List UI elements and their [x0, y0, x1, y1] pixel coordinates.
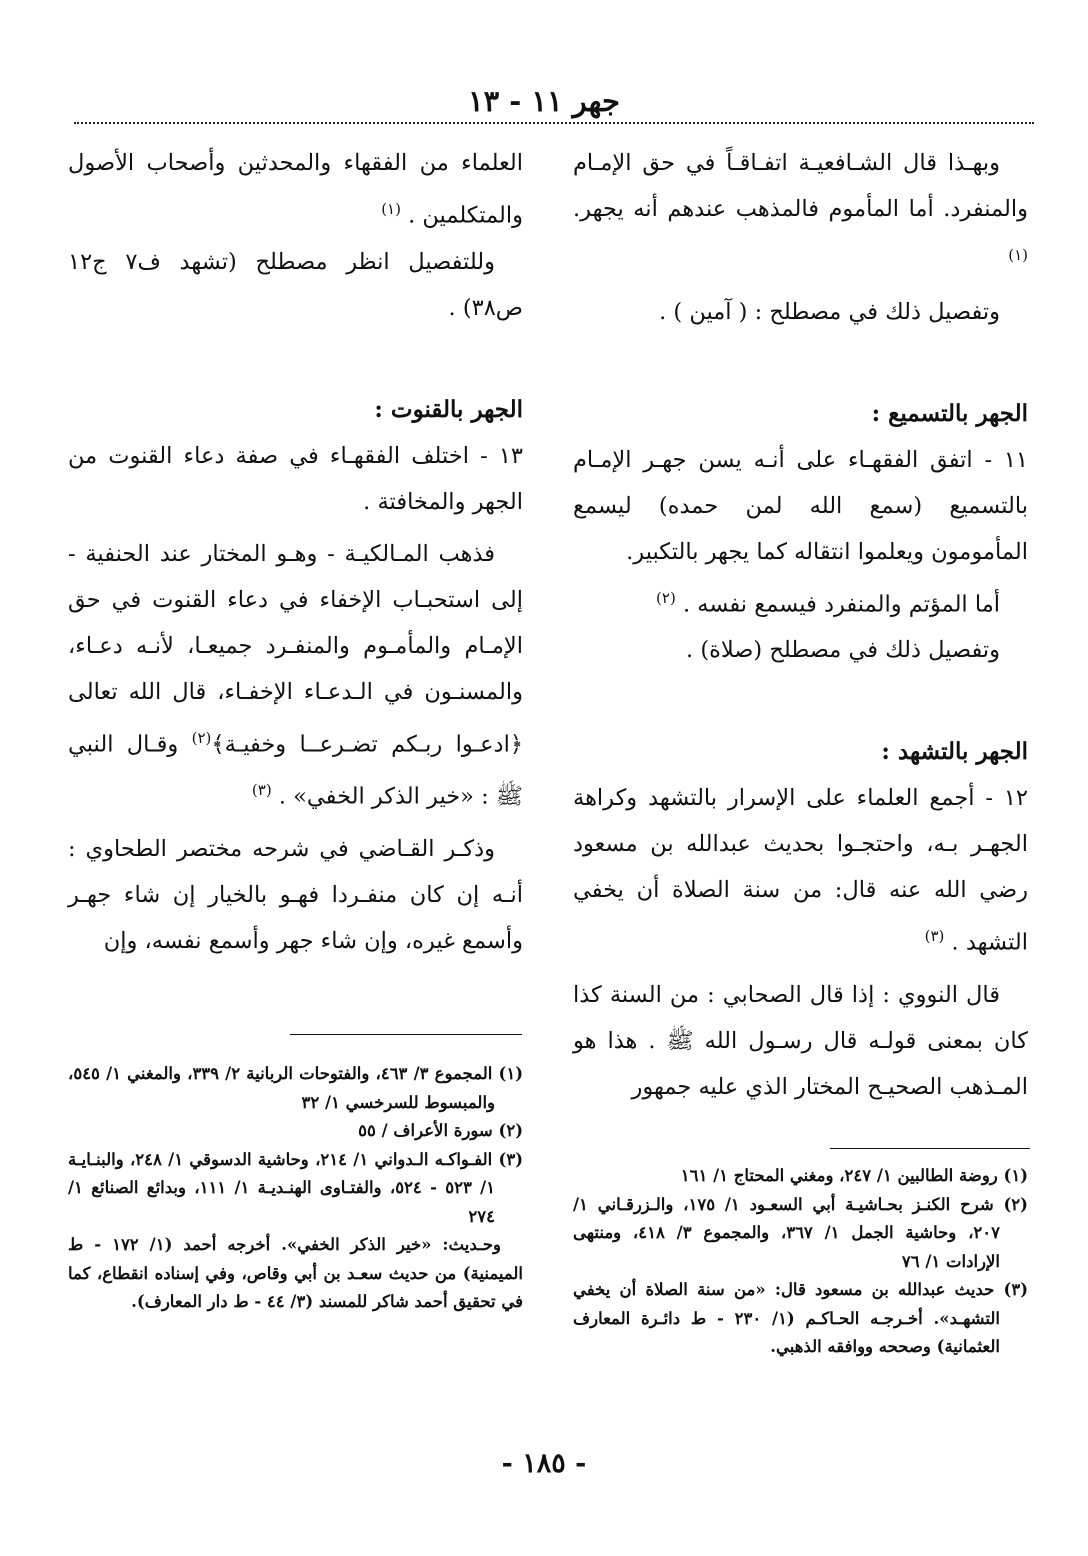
paragraph: وتفصيل ذلك في مصطلح : ( آمين ) . — [659, 298, 1000, 325]
paragraph — [573, 140, 1028, 285]
paragraph — [68, 140, 523, 239]
section-heading: الجهر بالتشهد : — [881, 738, 1028, 765]
left-column — [68, 140, 523, 964]
paragraph: وتفصيل ذلك في مصطلح (صلاة) . — [686, 637, 1000, 663]
footnote-separator — [830, 1148, 1030, 1149]
paragraph: وللتفصيل انظر مصطلح (تشهد ف٧ ج١٢ ص٣٨) . — [68, 248, 523, 321]
paragraph-text: وقـال النبي ﷺ : «خير الذكر الخفي» . — [68, 731, 523, 810]
paragraph-text: ١٢ - أجمع العلماء على الإسرار بالتشهد وكراهة الجهـر بـه، واحتجـوا بحديث عبدالله بن مسعود رضي الله عنه قال: من سنة الصلاة أن يخفي التشهد . — [573, 785, 1028, 956]
footnote-separator — [290, 1034, 522, 1035]
footnote-marker: (٣) — [251, 781, 272, 799]
paragraph-text: العلماء من الفقهاء والمحدثين وأصحاب الأصول والمتكلمين . — [68, 150, 523, 229]
footnote: (٣) الفـواكـه الـدواني ١/ ٢١٤، وحاشية الدسوقي ١/ ٢٤٨، والبنـايـة ١/ ٥٢٣ - ٥٢٤، والفتـاوى الهنـديـة ١/ ١١١، وبدائع الصنائع ١/ ٢٧٤ — [68, 1149, 524, 1226]
footnote-continuation: وحـديث: «خير الذكر الخفي». أخرجه أحمد (١/ ١٧٢ - ط الميمنية) من حديث سعـد بن أبي وقاص، وفي إسناده انقطاع، كما في تحقيق أحمد شاكر للمسند (٣/ ٤٤ - ط دار المعارف). — [68, 1235, 523, 1311]
footnote: (١) روضة الطالبين ١/ ٢٤٧، ومغني المحتاج ١/ ١٦١ — [680, 1166, 1028, 1185]
footnotes-right — [573, 1162, 1028, 1362]
section-heading: الجهر بالتسميع : — [871, 399, 1028, 427]
footnote-marker: (٢) — [191, 728, 212, 747]
page-number: - ١٨٥ - — [501, 1448, 587, 1479]
footnotes-left — [68, 1060, 523, 1317]
footnote: (٣) حديث عبدالله بن مسعود قال: «من سنة الصلاة أن يخفي التشهـد». أخـرجـه الحـاكـم (١/ ٢٣٠ - ط دائـرة المعارف العثمانية) وصححه ووافقه الذهبي. — [573, 1280, 1028, 1356]
paragraph-text: أما المؤتم والمنفرد فيسمع نفسه . — [682, 591, 1000, 617]
footnote: (٢) شرح الكنـز بحـاشيـة أبي السعـود ١/ ١٧٥، والـزرقـاني ١/ ٢٠٧، وحاشية الجمل ١/ ٣٦٧، والمجموع ٣/ ٤١٨، ومنتهى الإرادات ١/ ٧٦ — [573, 1194, 1028, 1271]
footnote: (١) المجموع ٣/ ٤٦٣، والفتوحات الربانية ٢/ ٣٣٩، والمغني ١/ ٥٤٥، والمبسوط للسرخسي ١/ ٣٢ — [68, 1064, 523, 1112]
paragraph — [573, 775, 1028, 966]
paragraph — [573, 575, 1028, 628]
paragraph: ١١ - اتفق الفقهـاء على أنـه يسن جهـر الإمـام بالتسميع (سمع الله لمن حمده) ليسمع المأمومون ويعلموا انتقاله كما يجهر بالتكبير. — [573, 446, 1028, 565]
footnote-marker: (٢) — [656, 588, 676, 607]
running-header: جهر ١١ - ١٣ — [468, 84, 620, 118]
section-heading: الجهر بالقنوت : — [374, 395, 523, 423]
footnote: (٢) سورة الأعراف / ٥٥ — [358, 1121, 523, 1140]
footnote-marker: (٣) — [924, 927, 945, 945]
footnote-marker: (١) — [381, 200, 401, 218]
paragraph: قال النووي : إذا قال الصحابي : من السنة كذا كان بمعنى قولـه قال رسـول الله ﷺ . هذا هو المـذهب الصحيـح المختار الذي عليه جمهور — [573, 981, 1028, 1100]
paragraph-text: فذهب المـالكيـة - وهـو المختار عند الحنفية - إلى استحبـاب الإخفاء في دعاء القنوت في حق الإمـام والمأمـوم والمنفـرد جميعـا، لأنـه دعـاء، والمسنـون في الـدعـاء الإخفـاء، قال الله تعالى ﴿ادعـوا ربـكم تضـرعــا وخفيـة﴾ — [68, 540, 523, 757]
footnote-marker: (١) — [1008, 246, 1028, 264]
paragraph: ١٣ - اختلف الفقهـاء في صفة دعاء القنوت من الجهر والمخافتة . — [68, 442, 523, 515]
paragraph-text: وبهـذا قال الشـافعيـة اتفـاقـاً في حق الإمـام والمنفرد. أما المأموم فالمذهب عندهم أنه يجهر. — [573, 150, 1028, 222]
paragraph: وذكـر القـاضي في شرحه مختصر الطحاوي : أنـه إن كان منفـردا فهـو بالخيار إن شاء جهـر وأسمع غيره، وإن شاء جهر وأسمع نفسه، وإن — [68, 835, 523, 954]
paragraph — [68, 531, 523, 820]
header-dotted-rule — [74, 122, 1034, 124]
right-column — [573, 140, 1028, 1110]
